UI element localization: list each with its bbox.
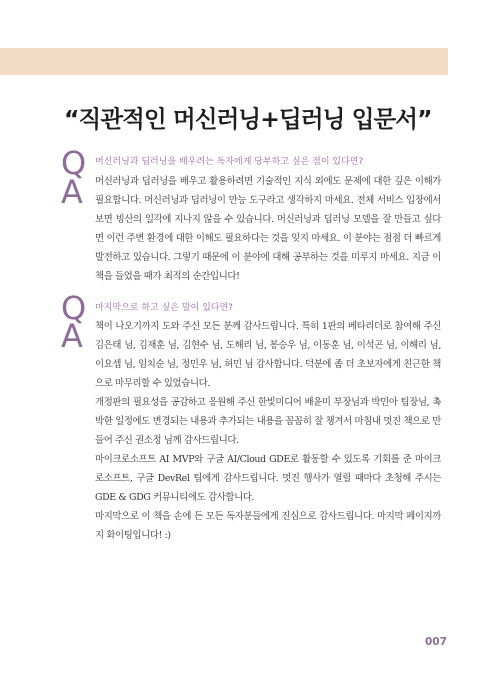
question-text: 머신러닝과 딥러닝을 배우려는 독자에게 당부하고 싶은 점이 있다면? <box>95 157 364 167</box>
header-color-band <box>0 48 448 75</box>
answer-paragraph: 개정판의 필요성을 공감하고 응원해 주신 한빛미디어 배윤미 부장님과 박민아 팀장님, 촉박한 일정에도 변경되는 내용과 추가되는 내용을 꼼꼼히 잘 챙겨서 마침내 멋진 책으로 만들어 주신 권소정 님께 감사드립니다. <box>95 397 441 446</box>
answer-marker: A <box>61 173 83 211</box>
page-title: “직관적인 머신러닝+딥러닝 입문서” <box>64 105 432 133</box>
question-text: 마지막으로 하고 싶은 말이 있다면? <box>95 303 233 313</box>
answer-paragraph: 마이크로소프트 AI MVP와 구글 AI/Cloud GDE로 활동할 수 있도록 기회를 준 마이크로소프트, 구글 DevRel 팀에게 감사드립니다. 멋진 행사가 열릴 때마다 초청해 주시는 GDE & GDG 커뮤니티에도 감사합니다. <box>95 454 441 503</box>
page-number: 007 <box>425 636 447 648</box>
answer-paragraph: 머신러닝과 딥러닝을 배우고 활용하려면 기술적인 지식 외에도 문제에 대한 깊은 이해가 필요합니다. 머신러닝과 딥러닝이 만능 도구라고 생각하지 마세요. 전체 서비스 입장에서 보면 빙산의 일각에 지나지 않을 수 있습니다. 머신러닝과 딥러닝 모델을 잘 만들고 싶다면 이런 주변 환경에 대한 이해도 필요하다는 것을 잊지 마세요. 이 분야는 점점 더 빠르게 발전하고 있습니다. 그렇기 때문에 이 분야에 대해 공부하는 것을 미루지 마세요. 지금 이 책을 들었을 때가 최적의 순간입니다! <box>95 176 441 282</box>
answer-paragraph: 마지막으로 이 책을 손에 든 모든 독자분들에게 진심으로 감사드립니다. 마지막 페이지까지 화이팅입니다! :) <box>95 511 441 541</box>
question-marker: Q <box>61 144 87 182</box>
answer-paragraph: 책이 나오기까지 도와 주신 모든 분께 감사드립니다. 특히 1판의 베타리더로 참여해 주신 김은태 님, 김재훈 님, 김현수 님, 도해리 님, 봉승우 님, 이동훈 님, 이석곤 님, 이해리 님, 이요셉 님, 임치순 님, 정민우 님, 허민 님 감사합니다. 덕분에 좀 더 초보자에게 친근한 책으로 마무리할 수 있었습니다. <box>95 321 441 389</box>
answer-marker: A <box>61 317 83 355</box>
answer-block <box>95 172 441 286</box>
answer-block <box>95 317 441 545</box>
question-marker: Q <box>61 289 87 327</box>
